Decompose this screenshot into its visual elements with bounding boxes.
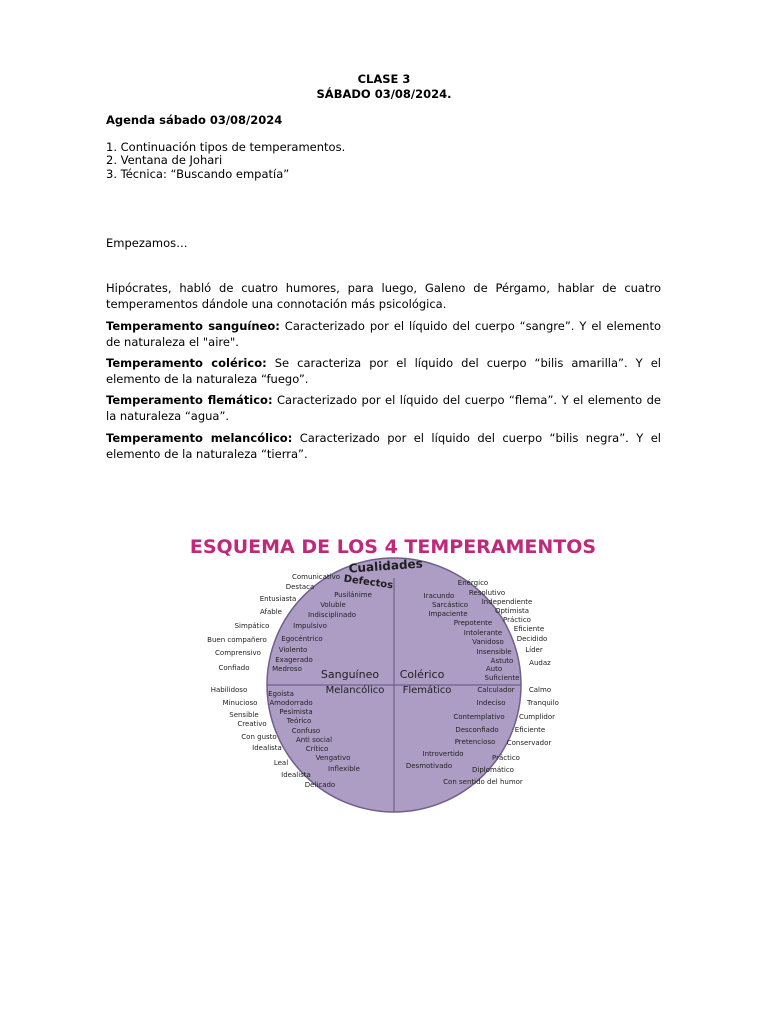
colerico-defectos-word: Sarcástico (431, 601, 469, 609)
colerico-cualidades-word: Eficiente (513, 625, 545, 633)
melancolico-defectos-word: Teórico (286, 717, 312, 725)
temperament-text: Caracterizado por el líquido del cuerpo “sangre”. Y el elemento de naturaleza el "aire". (106, 319, 661, 349)
start-line: Empezamos… (106, 236, 188, 250)
melancolico-defectos-word: Vengativo (315, 754, 351, 762)
flematico-cualidades-word: Calmo (528, 686, 552, 694)
quadrant-colerico: Colérico (399, 668, 445, 681)
flematico-cualidades-word: Eficiente (514, 726, 546, 734)
quadrant-flematico: Flemático (402, 685, 452, 696)
quadrant-sanguineo: Sanguíneo (320, 668, 380, 681)
agenda-item: 2. Ventana de Johari (106, 153, 223, 167)
melancolico-cualidades-word: Leal (273, 759, 289, 767)
temperament-label: Temperamento sanguíneo: (106, 319, 280, 333)
melancolico-cualidades-word: Sensible (229, 711, 259, 719)
intro-paragraph: Hipócrates, habló de cuatro humores, para luego, Galeno de Pérgamo, hablar de cuatro temperamentos dándole una connotación más psicológica. (106, 281, 661, 311)
melancolico-defectos-word: Crítico (305, 745, 329, 753)
colerico-defectos-word: Prepotente (453, 619, 493, 627)
melancolico-cualidades-word: Idealista (281, 771, 311, 779)
flematico-cualidades-word: Práctico (492, 754, 520, 762)
melancolico-defectos-word: Inflexible (328, 765, 360, 773)
sanguineo-cualidades-word: Comunicativo (291, 573, 341, 581)
flematico-defectos-word: Desconfiado (455, 726, 499, 734)
flematico-cualidades-word: Conservador (506, 739, 552, 747)
class-title: CLASE 3 (357, 72, 411, 86)
colerico-cualidades-word: Resolutivo (468, 589, 506, 597)
flematico-cualidades-word: Con sentido del humor (443, 778, 523, 786)
colerico-defectos-word: Impaciente (428, 610, 468, 618)
melancolico-defectos-word: Confuso (291, 727, 321, 735)
flematico-defectos-word: Pretencioso (454, 738, 496, 746)
flematico-defectos-word: Indeciso (476, 699, 506, 707)
colerico-defectos-word: Astuto (490, 657, 514, 665)
temperament-text: Se caracteriza por el líquido del cuerpo “bilis amarilla”. Y el elemento de la naturaleza “fuego”. (106, 356, 661, 386)
melancolico-defectos-word: Egoísta (268, 690, 294, 698)
sanguineo-cualidades-word: Buen compañero (207, 636, 267, 644)
temperament-label: Temperamento colérico: (106, 356, 267, 370)
colerico-defectos-word: Iracundo (423, 592, 455, 600)
flematico-cualidades-word: Cumplidor (518, 713, 556, 721)
colerico-cualidades-word: Líder (525, 646, 543, 654)
sanguineo-cualidades-word: Entusiasta (259, 595, 297, 603)
sanguineo-defectos-word: Violento (278, 646, 308, 654)
melancolico-defectos-word: Amodorrado (269, 699, 313, 707)
colerico-defectos-word: Auto (485, 665, 503, 673)
sanguineo-defectos-word: Indisciplinado (307, 611, 357, 619)
colerico-defectos-word: Intolerante (463, 629, 503, 637)
agenda-item: 1. Continuación tipos de temperamentos. (106, 140, 346, 154)
sanguineo-cualidades-word: Confiado (218, 664, 250, 672)
colerico-defectos-word: Suficiente (484, 674, 520, 682)
cualidades-label: Cualidades (348, 556, 424, 576)
temperament-label: Temperamento melancólico: (106, 431, 293, 445)
agenda-heading: Agenda sábado 03/08/2024 (106, 113, 283, 127)
sanguineo-cualidades-word: Simpático (234, 622, 270, 630)
sanguineo-defectos-word: Exagerado (275, 656, 313, 664)
sanguineo-defectos-word: Egocéntrico (281, 635, 323, 643)
flematico-defectos-word: Calculador (477, 686, 515, 694)
melancolico-defectos-word: Pesimista (279, 708, 313, 716)
diagram-title: ESQUEMA DE LOS 4 TEMPERAMENTOS (189, 536, 597, 558)
class-date: SÁBADO 03/08/2024. (316, 87, 452, 101)
flematico-defectos-word: Introvertido (422, 750, 464, 758)
agenda-item: 3. Técnica: “Buscando empatía” (106, 167, 290, 181)
melancolico-cualidades-word: Creativo (237, 720, 267, 728)
flematico-cualidades-word: Diplomático (472, 766, 514, 774)
melancolico-cualidades-word: Con gusto (241, 733, 277, 741)
colerico-cualidades-word: Optimista (494, 607, 530, 615)
sanguineo-defectos-word: Medroso (272, 665, 302, 673)
temperament-text: Caracterizado por el líquido del cuerpo “flema”. Y el elemento de la naturaleza “agua”. (106, 393, 661, 423)
sanguineo-cualidades-word: Comprensivo (215, 649, 261, 657)
colerico-cualidades-word: Audaz (529, 659, 551, 667)
flematico-defectos-word: Contemplativo (453, 713, 505, 721)
colerico-defectos-word: Insensible (476, 648, 512, 656)
colerico-cualidades-word: Enérgico (457, 579, 489, 587)
melancolico-cualidades-word: Idealista (252, 744, 282, 752)
colerico-defectos-word: Vanidoso (472, 638, 504, 646)
sanguineo-defectos-word: Pusilánime (334, 591, 372, 599)
colerico-cualidades-word: Práctico (503, 616, 531, 624)
flematico-defectos-word: Desmotivado (405, 762, 453, 770)
colerico-cualidades-word: Decidido (516, 635, 548, 643)
sanguineo-cualidades-word: Afable (260, 608, 282, 616)
temperament-text: Caracterizado por el líquido del cuerpo “bilis negra”. Y el elemento de la naturaleza “tierra”. (106, 431, 661, 461)
sanguineo-cualidades-word: Destaca (285, 583, 315, 591)
defectos-label: Defectos (342, 573, 394, 592)
colerico-cualidades-word: Independiente (481, 598, 533, 606)
flematico-cualidades-word: Tranquilo (527, 699, 559, 707)
sanguineo-defectos-word: Impulsivo (293, 622, 327, 630)
melancolico-cualidades-word: Delicado (304, 781, 336, 789)
sanguineo-defectos-word: Voluble (320, 601, 346, 609)
melancolico-defectos-word: Anti social (295, 736, 333, 744)
melancolico-cualidades-word: Habilidoso (210, 686, 248, 694)
quadrant-melancolico: Melancólico (325, 685, 385, 696)
temperament-label: Temperamento flemático: (106, 393, 273, 407)
melancolico-cualidades-word: Minucioso (222, 699, 258, 707)
